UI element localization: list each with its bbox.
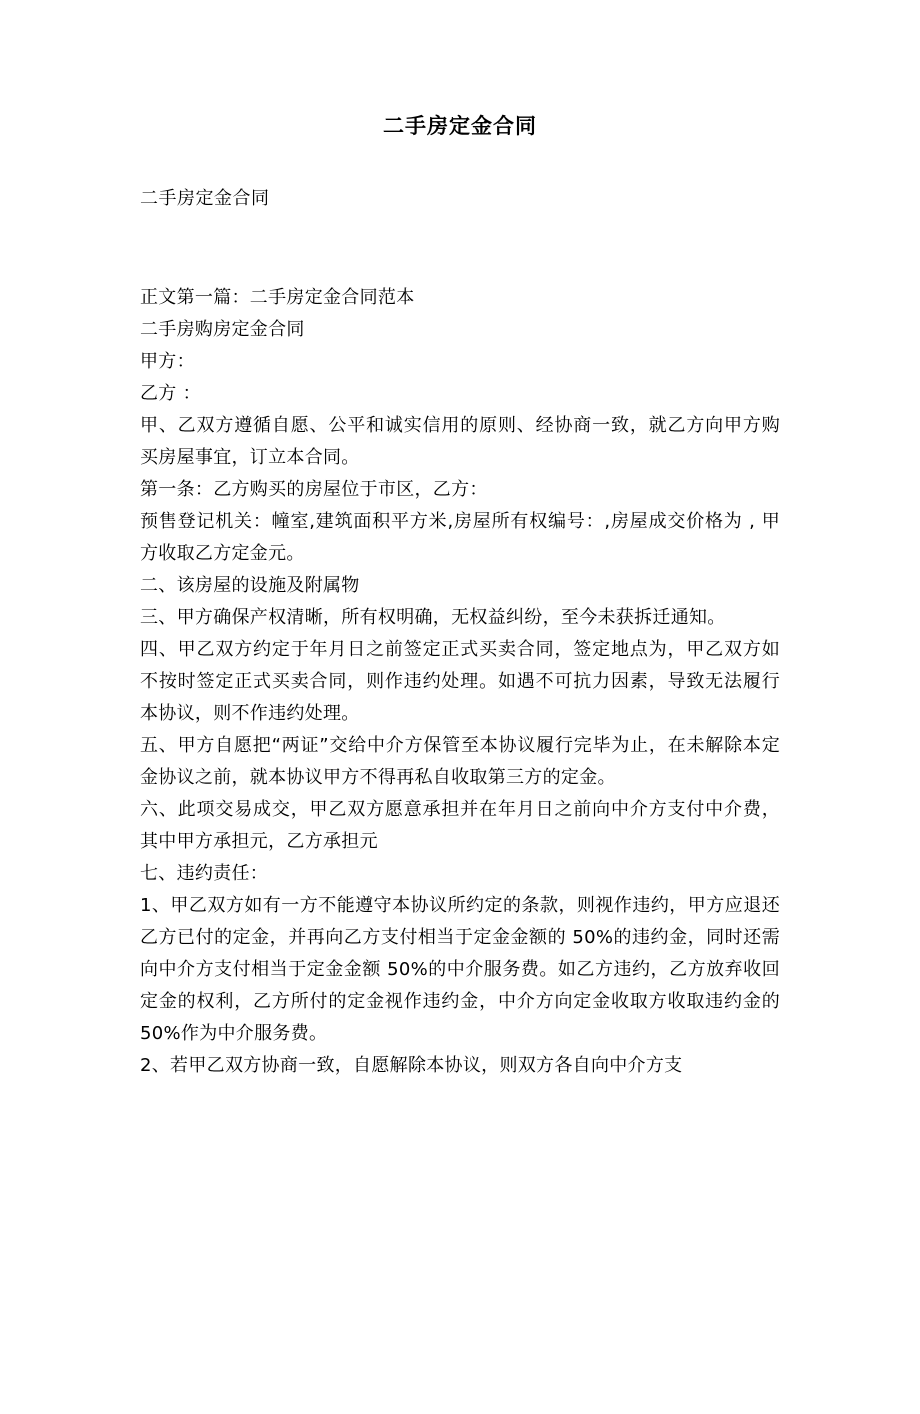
paragraph: 七、违约责任： — [140, 863, 269, 885]
paragraph: 预售登记机关：幢室,建筑面积平方米,房屋所有权编号：,房屋成交价格为 , 甲方收取乙方定金元。 — [140, 511, 780, 565]
paragraph: 三、甲方确保产权清晰，所有权明确，无权益纠纷，至今未获拆迁通知。 — [140, 607, 726, 629]
paragraph: 甲、乙双方遵循自愿、公平和诚实信用的原则、经协商一致，就乙方向甲方购买房屋事宜，订立本合同。 — [140, 415, 780, 469]
document-body — [140, 282, 787, 1082]
paragraph: 二、该房屋的设施及附属物 — [140, 575, 360, 597]
paragraph: 2、若甲乙双方协商一致，自愿解除本协议，则双方各自向中介方支 — [140, 1055, 683, 1077]
paragraph: 第一条：乙方购买的房屋位于市区，乙方： — [140, 479, 488, 501]
paragraph: 乙方 ： — [140, 383, 201, 405]
paragraph: 甲方： — [140, 351, 195, 373]
paragraph: 1、甲乙双方如有一方不能遵守本协议所约定的条款，则视作违约，甲方应退还乙方已付的定金，并再向乙方支付相当于定金金额的 50%的违约金，同时还需向中介方支付相当于定金金额 50%的中介服务费。如乙方违约，乙方放弃收回定金的权利，乙方所付的定金视作违约金，中介方向定金收取方收取违约金的 50%作为中介服务费。 — [140, 895, 787, 1045]
paragraph: 五、甲方自愿把“两证”交给中介方保管至本协议履行完毕为止，在未解除本定金协议之前，就本协议甲方不得再私自收取第三方的定金。 — [140, 735, 780, 789]
paragraph: 正文第一篇：二手房定金合同范本 — [140, 287, 415, 309]
paragraph: 四、甲乙双方约定于年月日之前签定正式买卖合同，签定地点为，甲乙双方如不按时签定正式买卖合同，则作违约处理。如遇不可抗力因素，导致无法履行本协议，则不作违约处理。 — [140, 639, 780, 725]
paragraph: 六、此项交易成交，甲乙双方愿意承担并在年月日之前向中介方支付中介费，其中甲方承担元，乙方承担元 — [140, 799, 780, 853]
paragraph: 二手房购房定金合同 — [140, 319, 305, 341]
document-page — [0, 112, 920, 1414]
page-title: 二手房定金合同 — [383, 114, 537, 138]
document-subtitle: 二手房定金合同 — [140, 188, 270, 210]
